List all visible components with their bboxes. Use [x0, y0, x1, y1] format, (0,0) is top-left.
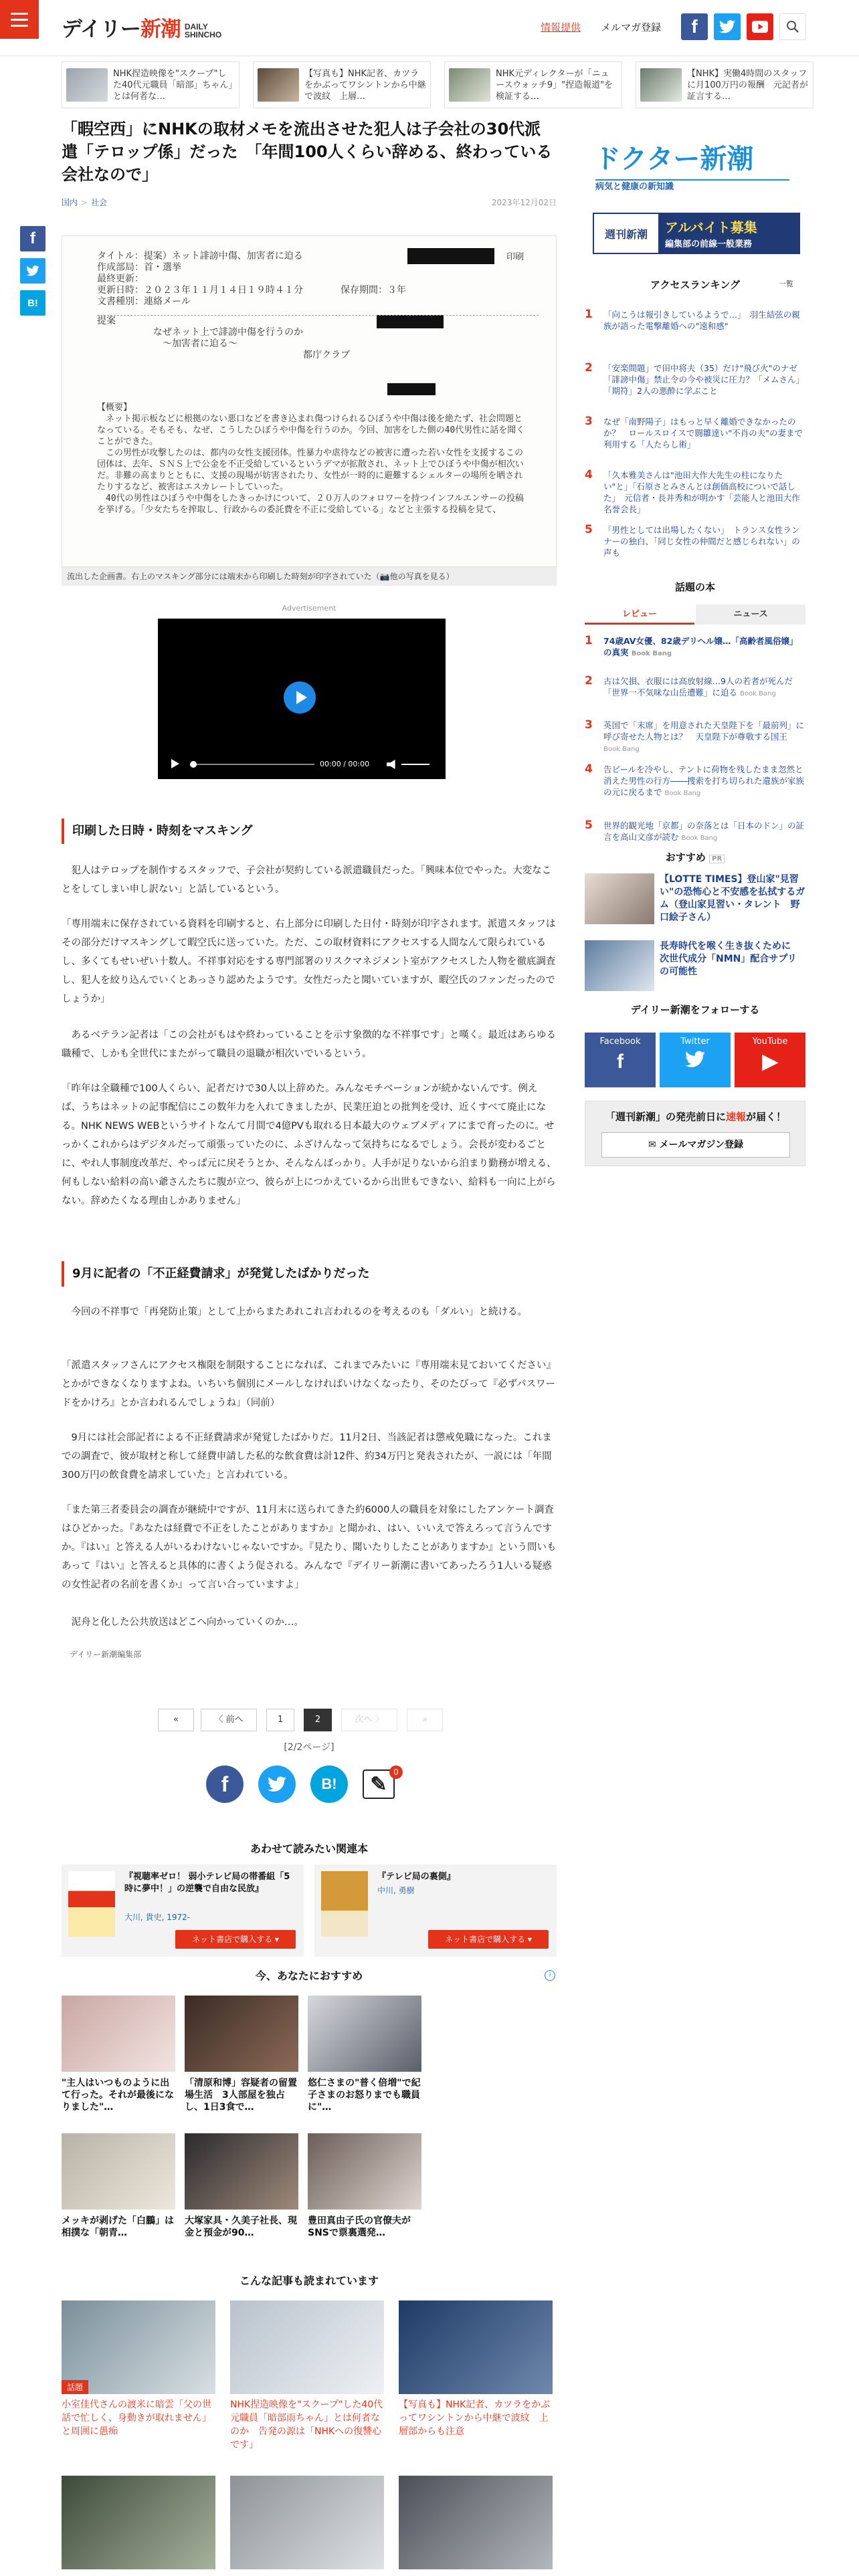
- recommend-title: "主人はいつものように出て行った。それが最後になりました"…: [62, 2078, 174, 2113]
- banner-title: ドクター新潮: [594, 143, 754, 175]
- osusume-image: [585, 873, 654, 924]
- newsletter-link[interactable]: メルマガ登録: [601, 21, 662, 33]
- play-icon[interactable]: [284, 681, 316, 714]
- strip-item[interactable]: [444, 62, 622, 108]
- related-books-heading: あわせて読みたい関連本: [250, 1842, 368, 1855]
- facebook-share-icon[interactable]: f: [20, 226, 45, 251]
- ranking-item[interactable]: [585, 416, 805, 463]
- twitter-icon: [660, 1047, 731, 1077]
- follow-youtube-button[interactable]: [735, 1033, 805, 1087]
- hatena-bookmark-icon[interactable]: B!: [310, 1765, 348, 1803]
- page-1-button[interactable]: 1: [266, 1709, 294, 1731]
- book-title: 『視聴率ゼロ！ 弱小テレビ局の帯番組「5時に夢中！」の逆襲で自由な民放』: [124, 1872, 290, 1894]
- page-2-button[interactable]: 2: [304, 1709, 332, 1731]
- doctor-shincho-banner[interactable]: [589, 138, 804, 211]
- doc-print-label: 印刷: [506, 252, 524, 262]
- doc-summary: 【概要】 ネット掲示板などに根拠のない悪口などを書き込まれ傷つけられるひぼうや中傷は後を絶たず、社会問題となっている。そもそも、なぜ、こうしたひぼうや中傷を行うのか。今回、加害をした側の40代男性に話を聞くことができた。 この男性が攻撃したのは、都内の女性支援団体。性暴力や虐待などの被害に遭った若い女性を支援するこの団体は、去年、ＳＮＳ上で公金を不正受給しているというデマが拡散され、ネット上でひぼうや中傷が相次いだ。非難の高まりとともに、支援の現場が妨害されたり、女性が一時的に避難するシェルターの場所を晒されたりするなど、被害はエスカレートしていった。 40代の男性はひぼうや中傷をしたきっかけについて、２０万人のフォロワーを持つインフルエンサーの投稿を挙げる。「少女たちを搾取し、行政からの委託費を不正に受給している」などと主張する投稿を見て、: [97, 403, 525, 515]
- doc-line: 都庁クラブ: [97, 350, 350, 360]
- also-read-title: 小室佳代さんの渡米に暗雲「父の世話で忙しく、身動きが取れません」と周囲に愚痴: [62, 2399, 211, 2437]
- article-title: 「暇空西」にNHKの取材メモを流出させた犯人は子会社の30代派遣「テロップ係」だった 「年間100人くらい辞める、終わっている会社なので」: [62, 120, 553, 184]
- ad-info-icon[interactable]: i: [545, 1970, 555, 1981]
- recommend-item[interactable]: [308, 1996, 421, 2113]
- volume-slider[interactable]: [401, 764, 430, 765]
- banner-subline: 編集部の前線一般業務: [665, 239, 753, 249]
- article-paragraph: あるベテラン記者は「この会社がもはや終わっていることを示す象徴的な不祥事です」と嘆く。最近はあらゆる職種で、しかも全世代にまたがって職員の退職が相次いでいるという。: [62, 1030, 557, 1059]
- rank-number: 1: [585, 634, 593, 647]
- rank-number: 5: [585, 523, 593, 536]
- doc-line: ～加害者に迫る～: [97, 338, 237, 349]
- follow-heading: デイリー新潮をフォローする: [630, 1004, 760, 1016]
- osusume-heading: おすすめ PR: [585, 848, 805, 867]
- video-player[interactable]: [158, 619, 446, 779]
- newsletter-signup-button[interactable]: ✉ メールマガジン登録: [601, 1132, 790, 1158]
- hamburger-menu-icon[interactable]: [0, 0, 39, 39]
- image-caption: 流出した企画書。右上のマスキング部分には端末から印刷した時刻が印字されていた（📷他の写真を見る）: [62, 567, 557, 586]
- comment-glyph: ✎: [370, 1773, 387, 1796]
- tab-news[interactable]: ニュース: [696, 605, 805, 625]
- rank-title: 「向こうは報引きしているようで…」 羽生結弦の親族が語った電撃離婚への"遠和感": [603, 310, 800, 331]
- tips-link[interactable]: 情報提供: [541, 21, 581, 33]
- article-paragraph: 泥舟と化した公共放送はどこへ向かっていくのか…。: [62, 1617, 304, 1628]
- strip-thumbnail: [449, 68, 490, 102]
- ranking-item[interactable]: [585, 524, 805, 559]
- youtube-icon: ▶: [762, 1051, 778, 1073]
- follow-label: Facebook: [599, 1037, 641, 1047]
- video-progress[interactable]: [190, 764, 314, 765]
- recommend-item[interactable]: [185, 1996, 298, 2113]
- rank-number: 3: [585, 718, 593, 732]
- twitter-share-icon[interactable]: [258, 1765, 296, 1803]
- rank-number: 2: [585, 361, 593, 374]
- doc-line: 更新日時：２０２３年１１月１４日１９時４１分 保存期間：３年: [97, 285, 406, 296]
- also-read-item[interactable]: [399, 2300, 553, 2452]
- article-paragraph: 「昨年は全職種で100人くらい、記者だけで30人以上辞めた。みんなモチベーションが続かないんです。例えば、うちはネットの記事配信にこの数年力を入れてきましたが、民業圧迫との批判を受け、近くすべて廃止になる。NHK NEWS WEBというサイトなんて月間で4億PVも取れる日本最大のウェブメディアにまで育ったのに。せっかくこれからはデジタルだって頑張っていたのに、ふざけんなって気持ちになるでしょう。会長が変わるごとに、やれ人事制度改革だ、やっぱ元に戻そうとか、そんなんばっかり。人手が足りないから泊まり勤務が増える、何もしない給料の高い爺さんたちに腹が立つ、彼らが上につかえているから出世もできない、給料も一向に上がらない。辞めたくなる理由しかありません」: [62, 1083, 557, 1206]
- topic-tag: 話題: [62, 2380, 88, 2394]
- ranking-more-link[interactable]: 一覧: [779, 280, 793, 288]
- also-read-item[interactable]: [230, 2300, 384, 2452]
- recommend-item[interactable]: [185, 2133, 298, 2251]
- osusume-title: 長寿時代を喉く生き抜くために 次世代成分「NMN」配合サプリの可能性: [660, 941, 800, 977]
- banner-subtitle: 病気と健康の新知識: [595, 179, 789, 194]
- book-title: 古は欠損、衣服には高放射線…9人の若者が死んだ「世界一不気味な山岳遭難」に迫る Book Bang: [603, 676, 793, 697]
- redaction-box: [387, 383, 436, 395]
- osusume-image: [585, 940, 654, 991]
- ranking-item[interactable]: [585, 362, 805, 409]
- strip-thumbnail: [640, 68, 682, 102]
- book-item[interactable]: [585, 675, 805, 713]
- recommend-title: 豊田真由子氏の官僚夫がSNSで票裏選発…: [308, 2216, 411, 2238]
- doc-line: [97, 308, 539, 316]
- also-read-heading: こんな記事も読まれています: [239, 2274, 379, 2287]
- book-title: 英国で「末席」を用意された天皇陛下を「最前列」に呼び寄せた人物とは？ 天皇陛下が尊敬する国王 Book Bang: [603, 720, 805, 753]
- ranking-item[interactable]: [585, 309, 805, 344]
- category-link[interactable]: 国内: [62, 198, 78, 207]
- doc-line: タイトル：提案）ネット誹謗中傷、加害者に迫る: [97, 251, 303, 261]
- recommend-title: メッキが剥げた「白鵬」は相撲な「朝青…: [62, 2216, 174, 2238]
- twitter-icon[interactable]: [714, 13, 741, 40]
- follow-facebook-button[interactable]: [585, 1033, 656, 1087]
- comment-count-badge: 0: [389, 1765, 403, 1779]
- ranking-item[interactable]: [585, 469, 805, 516]
- rank-number: 3: [585, 415, 593, 428]
- also-read-title: NHK捏造映像を"スクープ"した40代元職員「暗部雨ちゃん」とは何者なのか 告発の源は「NHKへの復讐心です」: [230, 2399, 383, 2450]
- osusume-item[interactable]: [585, 940, 805, 995]
- strip-item-text: NHK捏造映像を"スクープ"した40代元職員「暗部」ちゃん」とは何者な…: [113, 68, 233, 102]
- newsletter-heading: 「週刊新潮」の発売前日に速報が届く！: [605, 1111, 787, 1123]
- video-scrubber[interactable]: [190, 761, 197, 768]
- rank-title: なぜ「南野陽子」はもっと早く離婚できなかったのか？ ロールスロイスで闘雛達い"不肖の夫"の妻まで利用する「人たらし術」: [603, 417, 803, 449]
- article-paragraph: 犯人はテロップを制作するスタッフで、子会社が契約している派遣職員だった。「興味本位でやった。大変なことをしてしまい申し訳ない」と話しているという。: [62, 865, 552, 895]
- rank-title: 「久本雅美さんは"池田大作大先生の柱になりたい"と」「石原さとみさんとは創価高校についで話した」 元信者・長井秀和が明かす「芸能人と池田大作名誉会長」: [603, 470, 800, 514]
- article-paragraph: 9月には社会部記者による不正経費請求が発覚したばかりだ。11月2日、当該記者は懲戒免職になった。これまでの調査で、彼が取材と称して経費申請した私的な飲食費は計12件、約34万円と発表されたが、一説には「年間300万円の飲食費を請求していた」と言われている。: [62, 1432, 552, 1481]
- breadcrumb: 国内 > 社会: [62, 198, 108, 207]
- book-title: 『テレビ局の裏側』: [377, 1872, 456, 1882]
- strip-thumbnail: [66, 68, 108, 102]
- recommend-title: 悠仁さまの"普く倍増"で紀子さまのお怒りまでも職員に"…: [308, 2078, 421, 2113]
- strip-thumbnail: [258, 68, 299, 102]
- site-logo[interactable]: [62, 15, 221, 41]
- also-read-image: [230, 2300, 384, 2394]
- book-cover: [68, 1871, 115, 1937]
- books-heading: 話題の本: [674, 581, 715, 593]
- bottom-share-bar: [0, 1765, 618, 1806]
- book-title: 世界的観光地「京都」の奈落とは「日本のドン」の証言を高山文彦が読む Book Bang: [603, 821, 805, 842]
- osusume-title: 【LOTTE TIMES】登山家"見習い"の恐怖心と不安感を払拭するガム（登山家見習い・タレント 野口絵子さん）: [660, 874, 805, 923]
- youtube-icon[interactable]: [747, 13, 773, 40]
- newsletter-box: [585, 1101, 805, 1166]
- also-read-item[interactable]: [62, 2300, 215, 2452]
- rank-number: 4: [585, 468, 593, 481]
- ad-label: Advertisement: [282, 604, 337, 613]
- recommend-image: [308, 1996, 421, 2072]
- book-title: 告ビールを冷やし、テントに荷物を残したまま忽然と消えた男性の行方――捜索を打ち切られた遺族が家族の元に戻るまで Book Bang: [603, 764, 805, 797]
- page-count: [2/2ページ]: [284, 1742, 335, 1753]
- strip-item[interactable]: [253, 62, 431, 108]
- also-read-image: [399, 2300, 553, 2394]
- tab-review[interactable]: レビュー: [585, 605, 694, 625]
- recommend-heading: 今、あなたにおすすめ: [255, 1969, 363, 1982]
- recommend-item[interactable]: [308, 2133, 421, 2251]
- doc-line: なぜネット上で誹謗中傷を行うのか: [97, 327, 303, 338]
- also-read-title: 【写真も】NHK記者、カツラをかぶってワシントンから中継で波紋 上層部からも注意: [399, 2399, 551, 2437]
- follow-label: YouTube: [752, 1037, 788, 1047]
- strip-item-text: 【NHK】実働4時間のスタッフに月100万円の報酬 元記者が証言する…: [687, 68, 808, 102]
- strip-item[interactable]: [636, 62, 814, 108]
- search-icon[interactable]: [779, 13, 806, 40]
- book-author[interactable]: 中川, 勇樹: [377, 1886, 415, 1895]
- facebook-share-icon[interactable]: f: [206, 1765, 244, 1803]
- leaked-document-image[interactable]: [62, 235, 557, 567]
- strip-item-text: NHK元ディレクターが「ニュースウォッチ9」"捏造報道"を検証する…: [496, 68, 613, 102]
- book-item[interactable]: [585, 635, 805, 669]
- logo-wordmark: デイリー新潮: [62, 17, 181, 41]
- next-page-button[interactable]: 次へ 〉: [341, 1709, 397, 1731]
- hatena-bookmark-icon[interactable]: B!: [20, 290, 45, 316]
- category-link[interactable]: 社会: [91, 198, 108, 207]
- recommend-title: 「清原和博」容疑者の留置場生活 3人部屋を独占し、1日3食で…: [185, 2078, 297, 2113]
- follow-twitter-button[interactable]: [660, 1033, 731, 1087]
- top-news-strip: [62, 56, 814, 114]
- book-item[interactable]: [585, 720, 805, 757]
- recommend-image: [308, 2133, 421, 2210]
- buy-button[interactable]: ネット書店で購入する ▾: [428, 1930, 549, 1949]
- logo-subtitle: DAILY SHINCHO: [184, 22, 222, 39]
- recommend-image: [62, 2133, 175, 2210]
- rank-number: 2: [585, 674, 593, 687]
- volume-icon[interactable]: [387, 760, 396, 769]
- rank-title: 「男性としては出場したくない」 トランス女性ランナーの独白、「同じ女性の仲間だと感じられない」の声も: [603, 525, 800, 558]
- pagination: [0, 1709, 618, 1731]
- doc-line: 文書種別：連絡メール: [97, 296, 191, 307]
- last-page-button[interactable]: »: [407, 1709, 443, 1731]
- article-meta: [62, 197, 557, 210]
- follow-label: Twitter: [680, 1037, 710, 1047]
- banner-headline: アルバイト募集: [665, 219, 757, 235]
- recommend-image: [185, 2133, 298, 2210]
- recommend-image: [185, 1996, 298, 2072]
- section-heading: 9月に記者の「不正経費請求」が発覚したばかりだった: [62, 1261, 557, 1287]
- article-paragraph: 「派遣スタッフさんにアクセス権限を制限することになれば、これまでみたいに『専用端末見ておいてください』とかができなくなりますよね。いちいち個別にメールしなければいけなくなったり、そのたびって『必ずパスワードをかけろ』とか言われるんでしょうね」（同前）: [62, 1360, 557, 1408]
- article-paragraph: 「専用端末に保存されている資料を印刷すると、右上部分に印刷した日付・時刻が印字されます。派遣スタッフはその部分だけマスキングして暇空氏に送っていた。ただ、この取材資料にアクセスする人間なんて限られているし、多くてもせいぜい十数人。不祥事対応をする専門部署のリスクマネジメント室がアクセスした人物を徹底調査し、犯人を絞り込んでいくとあっさり認めたようです。女性だったと聞いていますが、暇空氏のファンだったのでしょうか」: [62, 919, 556, 1004]
- strip-item[interactable]: [62, 62, 240, 108]
- also-read-image: [62, 2476, 215, 2569]
- rank-number: 5: [585, 819, 593, 832]
- strip-item-text: 【写真も】NHK記者、カツラをかぶってワシントンから中継で波紋 上層…: [304, 68, 426, 102]
- doc-line: 最終更新：: [97, 274, 144, 284]
- also-read-image: [399, 2476, 553, 2569]
- also-read-item[interactable]: [230, 2476, 384, 2569]
- related-book-card[interactable]: [314, 1864, 557, 1957]
- recommend-item[interactable]: [62, 1996, 175, 2113]
- book-item[interactable]: [585, 820, 805, 847]
- book-cover: [321, 1871, 368, 1937]
- site-header: [0, 0, 859, 56]
- book-title: 74歳AV女優、82歳デリヘル嬢…「高齢者風俗嬢」の真実 Book Bang: [603, 636, 798, 657]
- also-read-image: [230, 2476, 384, 2569]
- video-time: 00:00 / 00:00: [320, 760, 370, 768]
- ranking-heading: アクセスランキング: [650, 279, 741, 291]
- article-paragraph: 今回の不祥事で「再発防止策」として上からまたあれこれ言われるのを考えるのも「ダルい」と続ける。: [62, 1307, 527, 1317]
- related-book-card[interactable]: [62, 1864, 304, 1957]
- weekly-shincho-job-banner[interactable]: [593, 213, 800, 254]
- book-author[interactable]: 大川, 貴史, 1972-: [124, 1913, 191, 1922]
- rank-number: 1: [585, 308, 593, 321]
- facebook-icon: f: [617, 1051, 624, 1073]
- section-heading: 印刷した日時・時刻をマスキング: [62, 819, 557, 844]
- doc-line: 提案: [97, 316, 116, 326]
- twitter-share-icon[interactable]: [20, 258, 45, 284]
- also-read-item[interactable]: [399, 2476, 553, 2569]
- doc-header-block: [97, 251, 539, 361]
- recommend-title: 大塚家具・久美子社長、現金と預金が90…: [185, 2216, 297, 2238]
- recommend-item[interactable]: [62, 2133, 175, 2251]
- article-date: 2023年12月02日: [491, 198, 557, 207]
- osusume-item[interactable]: [585, 873, 805, 928]
- video-controls: [171, 758, 432, 771]
- books-tabs: [585, 605, 805, 625]
- article-paragraph: 「また第三者委員会の調査が継続中ですが、11月末に送られてきた約6000人の職員を対象にしたアンケート調査はひどかった。『あなたは経費で不正をしたことがありますか』と聞かれ、はい、いいえで答えろって言うんですか。『はい』と答える人がいるわけないじゃないですか。『見たり、聞いたりしたことがありますか』という問いもあって『はい』と答えると具体的に書くよう促される。みんなで『デイリー新潮に書いてあったろう1人いる疑惑の女性記者の名前を書くか』って言い合っていますよ」: [62, 1505, 557, 1590]
- pr-badge: PR: [709, 855, 725, 863]
- buy-button[interactable]: ネット書店で購入する ▾: [175, 1930, 296, 1949]
- banner-logo: 週刊新潮: [593, 213, 660, 254]
- share-column: [20, 226, 47, 322]
- prev-page-button[interactable]: 〈 前へ: [201, 1709, 257, 1731]
- play-pause-icon[interactable]: [171, 759, 179, 768]
- author-credit: デイリー新潮編集部: [70, 1650, 142, 1659]
- facebook-icon[interactable]: f: [681, 13, 708, 40]
- doc-line: 作成部局：首・選挙: [97, 262, 181, 273]
- rank-title: 「安楽間題」で田中将夫（35）だけ"飛び火"のナゼ 「誹謗中傷」禁止令の今や被災に圧力？「メムさん」「期符」2人の悪酔に学ぶこと: [603, 363, 806, 396]
- also-read-image: [62, 2300, 215, 2394]
- also-read-item[interactable]: [62, 2476, 215, 2569]
- book-item[interactable]: [585, 764, 805, 813]
- rank-number: 4: [585, 762, 593, 776]
- recommend-image: [62, 1996, 175, 2072]
- first-page-button[interactable]: «: [158, 1709, 194, 1731]
